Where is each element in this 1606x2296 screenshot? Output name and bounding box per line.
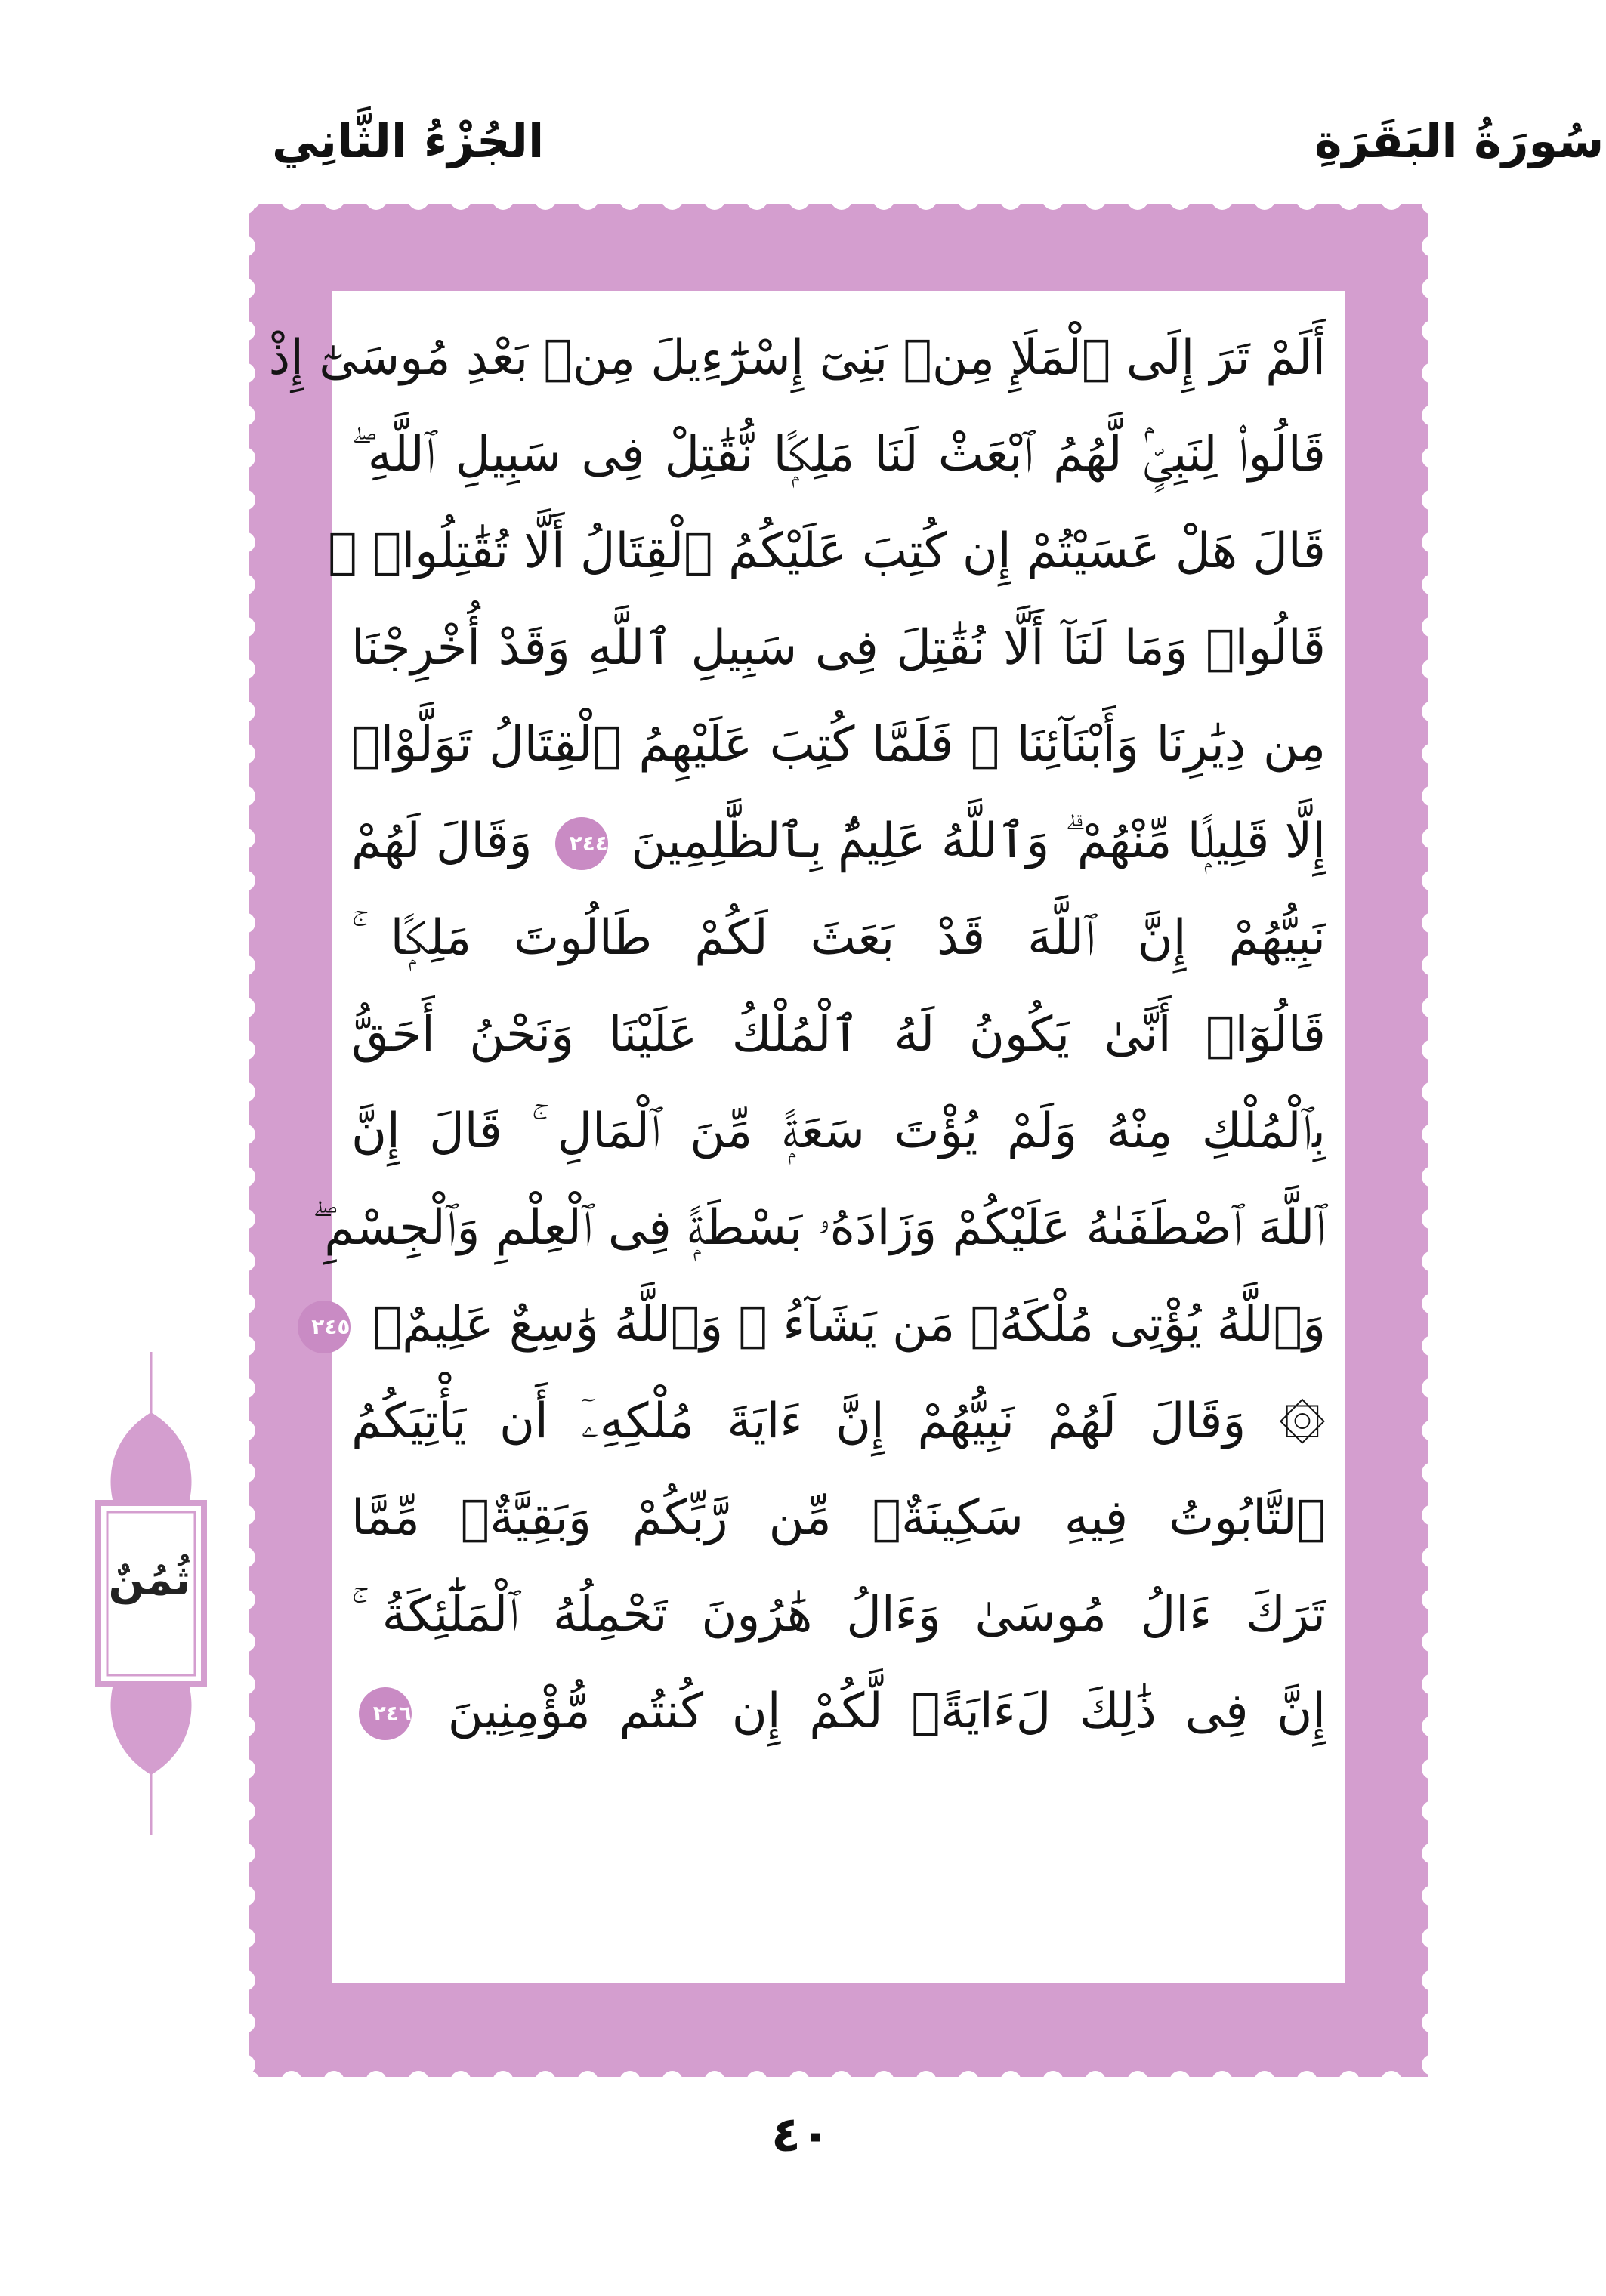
frame-scallop: [1422, 616, 1443, 637]
frame-scallop: [1422, 2012, 1443, 2033]
frame-scallop: [234, 743, 255, 764]
frame-scallop: [1422, 1082, 1443, 1103]
frame-scallop: [1422, 278, 1443, 299]
frame-scallop: [1422, 1843, 1443, 1864]
frame-scallop: [234, 2012, 255, 2033]
frame-scallop: [234, 1970, 255, 1991]
frame-scallop: [1422, 743, 1443, 764]
frame-scallop: [1422, 1970, 1443, 1991]
frame-scallop: [1296, 189, 1317, 210]
frame-scallop: [1339, 2071, 1360, 2092]
frame-scallop: [1422, 1716, 1443, 1737]
frame-scallop: [1422, 1504, 1443, 1526]
frame-scallop: [916, 189, 937, 210]
frame-scallop: [1422, 236, 1443, 257]
frame-scallop: [1127, 189, 1148, 210]
frame-scallop: [234, 659, 255, 680]
juz-name: الجُزْءُ الثَّانِي: [272, 113, 545, 168]
frame-scallop: [831, 189, 852, 210]
frame-scallop: [873, 2071, 894, 2092]
frame-scallop: [662, 189, 683, 210]
frame-scallop: [234, 489, 255, 511]
page-number: ٤٠: [771, 2107, 831, 2163]
frame-scallop: [1422, 320, 1443, 341]
frame-scallop: [234, 997, 255, 1018]
frame-scallop: [234, 1335, 255, 1356]
text-line-8: قَالُوٓا۟ أَنَّىٰ يَكُونُ لَهُ ٱلْمُلْكُ عَلَيْنَا وَنَحْنُ أَحَقُّ: [351, 1007, 1326, 1063]
frame-scallop: [234, 1251, 255, 1272]
frame-scallop: [1422, 659, 1443, 680]
frame-scallop: [450, 189, 471, 210]
text-line-5: مِن دِيَٰرِنَا وَأَبْنَآئِنَا ۖ فَلَمَّا كُتِبَ عَلَيْهِمُ ٱلْقِتَالُ تَوَلَّوْا۟: [351, 717, 1326, 773]
frame-scallop: [1169, 2071, 1191, 2092]
text-line-13: ٱلتَّابُوتُ فِيهِ سَكِينَةٌۭ مِّن رَّبِّكُمْ وَبَقِيَّةٌۭ مِّمَّا: [351, 1490, 1326, 1546]
ayah-marker-245: ٢٤٥: [298, 1301, 351, 1353]
text-line-15: [351, 1663, 1326, 1760]
thumn-label: ثُمُنٌ: [108, 1556, 191, 1605]
frame-scallop: [1422, 532, 1443, 553]
frame-scallop: [1422, 1758, 1443, 1779]
frame-scallop: [1254, 2071, 1275, 2092]
frame-scallop: [234, 1420, 255, 1441]
frame-scallop: [1422, 828, 1443, 849]
frame-scallop: [789, 2071, 810, 2092]
frame-scallop: [1422, 1801, 1443, 1822]
text-line-10: ٱللَّهَ ٱصْطَفَىٰهُ عَلَيْكُمْ وَزَادَهُۥ بَسْطَةًۭ فِى ٱلْعِلْمِ وَٱلْجِسْمِ ۖ: [312, 1200, 1326, 1256]
frame-scallop: [1422, 912, 1443, 934]
frame-scallop: [1381, 189, 1402, 210]
text-line-6-main: إِلَّا قَلِيلًۭا مِّنْهُمْ ۗ وَٱللَّهُ عَلِيمٌۢ بِٱلظَّٰلِمِينَ: [631, 813, 1326, 869]
frame-scallop: [1422, 1293, 1443, 1314]
frame-scallop: [1042, 2071, 1064, 2092]
text-line-7: نَبِيُّهُمْ إِنَّ ٱللَّهَ قَدْ بَعَثَ لَكُمْ طَالُوتَ مَلِكًۭا ۚ: [351, 910, 1326, 966]
frame-scallop: [1422, 193, 1443, 214]
frame-scallop: [1422, 997, 1443, 1018]
frame-scallop: [408, 189, 429, 210]
text-line-11-main: وَٱللَّهُ يُؤْتِى مُلْكَهُۥ مَن يَشَآءُ ۚ وَٱللَّهُ وَٰسِعٌ عَلِيمٌۭ: [372, 1297, 1326, 1353]
frame-scallop: [234, 1716, 255, 1737]
frame-scallop: [281, 2071, 302, 2092]
frame-scallop: [1422, 1166, 1443, 1187]
frame-scallop: [234, 405, 255, 426]
frame-scallop: [958, 189, 979, 210]
frame-scallop: [1422, 1208, 1443, 1230]
frame-scallop: [1212, 2071, 1233, 2092]
frame-scallop: [746, 2071, 767, 2092]
frame-scallop: [234, 278, 255, 299]
frame-scallop: [1042, 189, 1064, 210]
frame-scallop: [234, 1631, 255, 1653]
frame-scallop: [234, 574, 255, 595]
frame-scallop: [234, 1843, 255, 1864]
text-line-4: قَالُوا۟ وَمَا لَنَآ أَلَّا نُقَٰتِلَ فِى سَبِيلِ ٱللَّهِ وَقَدْ أُخْرِجْنَا: [351, 620, 1326, 676]
frame-scallop: [234, 1758, 255, 1779]
frame-scallop: [1000, 189, 1021, 210]
text-line-9: بِٱلْمُلْكِ مِنْهُ وَلَمْ يُؤْتَ سَعَةًۭ مِّنَ ٱلْمَالِ ۚ قَالَ إِنَّ: [351, 1103, 1326, 1159]
frame-scallop: [873, 189, 894, 210]
frame-scallop: [1422, 574, 1443, 595]
frame-scallop: [234, 1589, 255, 1610]
frame-scallop: [450, 2071, 471, 2092]
frame-scallop: [1212, 189, 1233, 210]
frame-scallop: [1422, 489, 1443, 511]
frame-scallop: [408, 2071, 429, 2092]
frame-scallop: [234, 955, 255, 976]
frame-scallop: [1422, 1039, 1443, 1060]
frame-scallop: [535, 189, 556, 210]
frame-scallop: [1422, 1378, 1443, 1399]
frame-scallop: [234, 1208, 255, 1230]
frame-scallop: [234, 1462, 255, 1483]
text-line-6-tail: وَقَالَ لَهُمْ: [351, 813, 533, 869]
frame-scallop: [234, 320, 255, 341]
frame-scallop: [704, 2071, 725, 2092]
frame-scallop: [234, 701, 255, 722]
frame-scallop: [1127, 2071, 1148, 2092]
frame-scallop: [1422, 955, 1443, 976]
frame-scallop: [1422, 363, 1443, 384]
frame-scallop: [234, 1885, 255, 1906]
frame-scallop: [234, 870, 255, 891]
frame-scallop: [619, 189, 641, 210]
frame-scallop: [234, 193, 255, 214]
frame-scallop: [234, 532, 255, 553]
frame-scallop: [1422, 701, 1443, 722]
surah-name: سُورَةُ البَقَرَةِ: [1314, 113, 1604, 168]
frame-scallop: [1422, 1251, 1443, 1272]
frame-scallop: [1000, 2071, 1021, 2092]
frame-scallop: [1422, 1124, 1443, 1145]
frame-scallop: [366, 189, 387, 210]
frame-scallop: [789, 189, 810, 210]
text-line-14: تَرَكَ ءَالُ مُوسَىٰ وَءَالُ هَٰرُونَ تَحْمِلُهُ ٱلْمَلَٰٓئِكَةُ ۚ: [351, 1587, 1326, 1643]
frame-scallop: [1422, 447, 1443, 468]
frame-scallop: [234, 1293, 255, 1314]
frame-scallop: [831, 2071, 852, 2092]
text-line-12: [351, 1373, 1326, 1470]
frame-scallop: [234, 1674, 255, 1695]
frame-scallop: [234, 1124, 255, 1145]
frame-scallop: [234, 363, 255, 384]
frame-scallop: [1422, 1631, 1443, 1653]
ayah-marker-246: ٢٤٦: [359, 1687, 412, 1740]
quran-text: [268, 310, 1326, 1760]
frame-scallop: [1422, 1462, 1443, 1483]
frame-scallop: [577, 189, 598, 210]
frame-scallop: [1422, 1589, 1443, 1610]
frame-scallop: [1422, 1885, 1443, 1906]
frame-scallop: [234, 616, 255, 637]
frame-scallop: [704, 189, 725, 210]
frame-scallop: [234, 1166, 255, 1187]
text-line-11: [311, 1276, 1326, 1373]
text-line-12-main: وَقَالَ لَهُمْ نَبِيُّهُمْ إِنَّ ءَايَةَ مُلْكِهِۦٓ أَن يَأْتِيَكُمُ: [351, 1393, 1246, 1449]
frame-scallop: [958, 2071, 979, 2092]
frame-scallop: [1339, 189, 1360, 210]
frame-scallop: [1169, 189, 1191, 210]
frame-scallop: [1085, 2071, 1106, 2092]
rub-el-hizb-icon: ۞: [1278, 1393, 1326, 1449]
text-line-2: قَالُوا۟ لِنَبِىٍّۢ لَّهُمُ ٱبْعَثْ لَنَا مَلِكًۭا نُّقَٰتِلْ فِى سَبِيلِ ٱللَّهِ ۖ: [351, 427, 1326, 483]
frame-scallop: [535, 2071, 556, 2092]
frame-scallop: [1422, 1927, 1443, 1949]
text-line-6: [351, 793, 1326, 890]
frame-scallop: [234, 828, 255, 849]
frame-scallop: [1085, 189, 1106, 210]
frame-scallop: [1422, 1674, 1443, 1695]
frame-scallop: [1422, 1547, 1443, 1568]
frame-scallop: [234, 1801, 255, 1822]
frame-scallop: [916, 2071, 937, 2092]
frame-scallop: [577, 2071, 598, 2092]
frame-scallop: [1254, 189, 1275, 210]
ayah-marker-244: ٢٤٤: [555, 817, 608, 870]
frame-scallop: [234, 2054, 255, 2075]
text-line-15-main: إِنَّ فِى ذَٰلِكَ لَءَايَةًۭ لَّكُمْ إِن كُنتُم مُّؤْمِنِينَ: [447, 1683, 1326, 1739]
frame-scallop: [493, 2071, 514, 2092]
frame-scallop: [1422, 405, 1443, 426]
frame-scallop: [1422, 1420, 1443, 1441]
frame-scallop: [1422, 870, 1443, 891]
frame-scallop: [493, 189, 514, 210]
frame-scallop: [323, 2071, 344, 2092]
frame-scallop: [1381, 2071, 1402, 2092]
frame-scallop: [619, 2071, 641, 2092]
text-line-3: قَالَ هَلْ عَسَيْتُمْ إِن كُتِبَ عَلَيْكُمُ ٱلْقِتَالُ أَلَّا تُقَٰتِلُوا۟ ۖ: [328, 523, 1326, 579]
frame-scallop: [234, 1378, 255, 1399]
frame-scallop: [234, 236, 255, 257]
frame-scallop: [234, 1927, 255, 1949]
frame-scallop: [234, 1547, 255, 1568]
frame-scallop: [234, 447, 255, 468]
frame-scallop: [662, 2071, 683, 2092]
frame-scallop: [234, 1504, 255, 1526]
frame-scallop: [746, 189, 767, 210]
frame-scallop: [234, 912, 255, 934]
frame-scallop: [1422, 2054, 1443, 2075]
frame-scallop: [234, 1082, 255, 1103]
frame-scallop: [366, 2071, 387, 2092]
frame-scallop: [281, 189, 302, 210]
frame-scallop: [234, 785, 255, 807]
frame-scallop: [234, 1039, 255, 1060]
frame-scallop: [323, 189, 344, 210]
frame-scallop: [1296, 2071, 1317, 2092]
text-line-1: أَلَمْ تَرَ إِلَى ٱلْمَلَإِ مِنۢ بَنِىٓ إِسْرَٰٓءِيلَ مِنۢ بَعْدِ مُوسَىٰٓ إِذْ: [268, 330, 1326, 386]
frame-scallop: [1422, 1335, 1443, 1356]
frame-scallop: [1422, 785, 1443, 807]
